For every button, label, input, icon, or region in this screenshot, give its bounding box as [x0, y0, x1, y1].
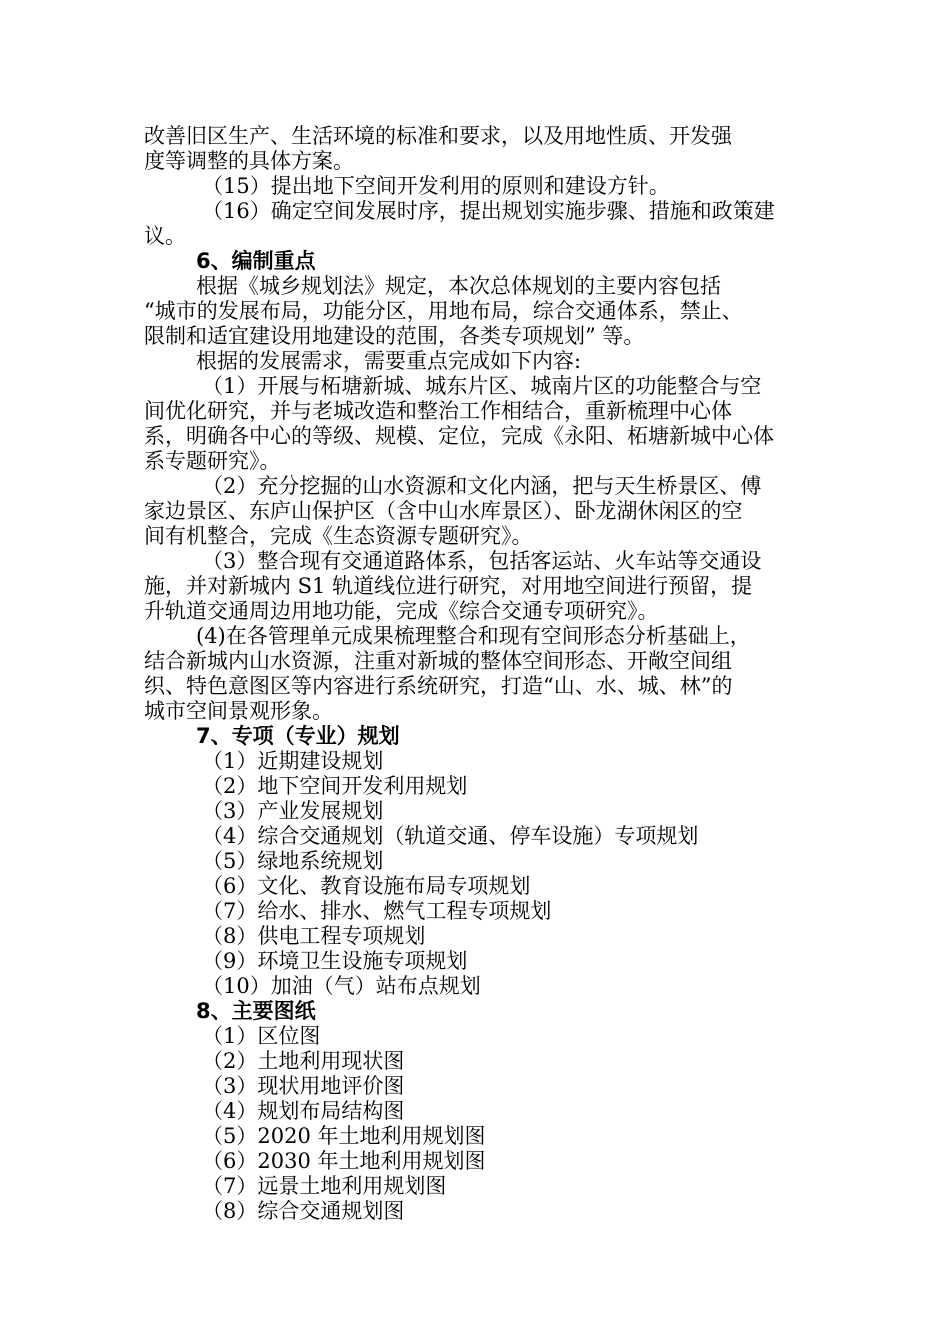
text-line: “城市的发展布局，功能分区，用地布局，综合交通体系，禁止、	[144, 299, 743, 323]
list-item: （4）综合交通规划（轨道交通、停车设施）专项规划	[202, 824, 699, 848]
text-line: 系，明确各中心的等级、规模、定位，完成《永阳、柘塘新城中心体	[144, 424, 774, 448]
list-item: （8）综合交通规划图	[202, 1199, 405, 1223]
list-item: （10）加油（气）站布点规划	[202, 974, 481, 998]
text-line: 间优化研究，并与老城改造和整治工作相结合，重新梳理中心体	[144, 399, 732, 423]
text-line: 施，并对新城内 S1 轨道线位进行研究，对用地空间进行预留，提	[144, 574, 753, 598]
text-line: 城市空间景观形象。	[144, 699, 333, 723]
text-line: 间有机整合，完成《生态资源专题研究》。	[144, 524, 533, 548]
list-item: （3）现状用地评价图	[202, 1074, 405, 1098]
list-item: （8）供电工程专项规划	[202, 924, 426, 948]
section-7-heading: 7、专项（专业）规划	[196, 724, 400, 748]
text-line: 升轨道交通周边用地功能，完成《综合交通专项研究》。	[144, 599, 659, 623]
document-page	[144, 124, 809, 1224]
list-item: （5）绿地系统规划	[202, 849, 384, 873]
text-line: 家边景区、东庐山保护区（含中山水库景区）、卧龙湖休闲区的空	[144, 499, 743, 523]
section-6-heading: 6、编制重点	[196, 249, 316, 273]
list-item: （2）地下空间开发利用规划	[202, 774, 468, 798]
item-15: （15）提出地下空间开发利用的原则和建设方针。	[202, 174, 670, 198]
text-line: 限制和适宜建设用地建设的范围，各类专项规划” 等。	[144, 324, 645, 348]
list-item: （1）区位图	[202, 1024, 321, 1048]
section-8-heading: 8、主要图纸	[196, 999, 316, 1023]
list-item: （4）规划布局结构图	[202, 1099, 405, 1123]
item-16-line: 议。	[144, 224, 186, 248]
list-item: （6）文化、教育设施布局专项规划	[202, 874, 531, 898]
text-line: 改善旧区生产、生活环境的标准和要求，以及用地性质、开发强	[144, 124, 732, 148]
list-item: （9）环境卫生设施专项规划	[202, 949, 468, 973]
text-line: 系专题研究》。	[144, 449, 281, 473]
text-line: 结合新城内山水资源，注重对新城的整体空间形态、开敞空间组	[144, 649, 732, 673]
list-item: （3）产业发展规划	[202, 799, 384, 823]
text-line: （1）开展与柘塘新城、城东片区、城南片区的功能整合与空	[202, 374, 762, 398]
list-item: （7）给水、排水、燃气工程专项规划	[202, 899, 552, 923]
list-item: （2）土地利用现状图	[202, 1049, 405, 1073]
text-line: 织、特色意图区等内容进行系统研究，打造“山、水、城、林”的	[144, 674, 733, 698]
list-item: （1）近期建设规划	[202, 749, 384, 773]
list-item: （7）远景土地利用规划图	[202, 1174, 447, 1198]
text-line: （3）整合现有交通道路体系，包括客运站、火车站等交通设	[202, 549, 762, 573]
text-line: 根据《城乡规划法》规定，本次总体规划的主要内容包括	[196, 274, 721, 298]
list-item: （6）2030 年土地利用规划图	[202, 1149, 486, 1173]
text-line: 度等调整的具体方案。	[144, 149, 354, 173]
text-line: （2）充分挖掘的山水资源和文化内涵，把与天生桥景区、傅	[202, 474, 762, 498]
item-16-line: （16）确定空间发展时序，提出规划实施步骤、措施和政策建	[202, 199, 775, 223]
text-line: 根据的发展需求，需要重点完成如下内容:	[196, 349, 582, 373]
list-item: （5）2020 年土地利用规划图	[202, 1124, 486, 1148]
text-line: (4)在各管理单元成果梳理整合和现有空间形态分析基础上，	[196, 624, 751, 648]
